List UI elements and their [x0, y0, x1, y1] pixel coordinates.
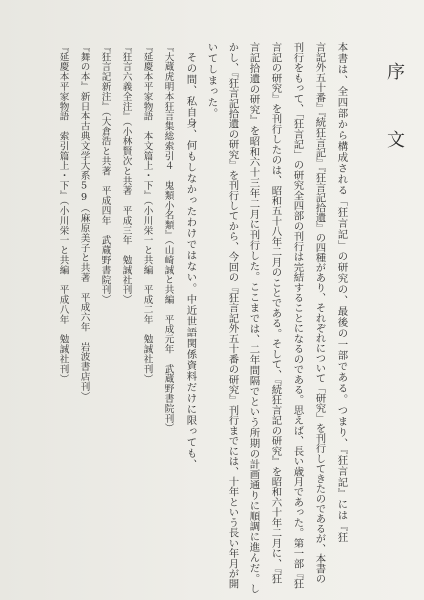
bibliography-detail: （小林賢次と共著 平成三年 勉誠社刊）: [120, 121, 132, 305]
paragraph-line-6: かし、『狂言記拾遺の研究』を刊行してから、今回の『狂言記外五十番の研究』刊行までには、十年という長い年月が開: [226, 42, 239, 589]
bibliography-detail: （麻原美子と共著 平成六年 岩波書店刊）: [78, 203, 90, 402]
bibliography-item: [100, 42, 110, 305]
bibliography-item: [142, 42, 152, 384]
bibliography-item: [121, 42, 131, 305]
bibliography-detail: （大倉浩と共著 平成四年 武蔵野書院刊）: [99, 111, 111, 305]
paragraph-line-1: 本書は、全四部から構成される「狂言記」の研究の、最後の一部である。つまり、『狂言記』には『狂: [335, 42, 348, 543]
paragraph-line-8: その間、私自身、何もしなかったわけではない。中近世語関係資料だけに限っても、: [184, 52, 197, 470]
bibliography-title: 『大蔵虎明本狂言集総索引４ 鬼類小名類』: [162, 42, 174, 240]
bibliography-title: 『狂言六義全注』: [120, 42, 132, 122]
paragraph-line-2: 言記外五十番』『続狂言記』『狂言記拾遺』の四種があり、それぞれについて「研究」を刊行してきたのであるが、本書の: [313, 42, 326, 584]
paragraph-line-7: いてしまった。: [205, 42, 218, 119]
bibliography-detail: （山崎誠と共編 平成元年 武蔵野書院刊）: [162, 240, 174, 434]
bibliography-item: [79, 42, 89, 401]
bibliography-title: 『延慶本平家物語 索引篇上・下』: [57, 42, 69, 201]
bibliography-title: 『狂言記新注』: [99, 42, 111, 112]
paragraph-line-3: 刊行をもって、「狂言記」の研究全四部の刊行は完結することになるのである。思えば、長い歳月であった。第一部『狂: [291, 42, 304, 589]
page-title-char-1: 序: [387, 62, 405, 83]
bibliography-item: [163, 42, 173, 433]
paragraph-line-4: 言記の研究』を刊行したのは、昭和五十八年二月のことである。そして、『続狂言記の研究』を昭和六十年二月に、『狂: [269, 42, 282, 584]
bibliography-detail: （小川栄一と共編 平成八年 勉誠社刊）: [57, 200, 69, 384]
bibliography-title: 『舞の本』新日本古典文学大系59: [78, 42, 90, 204]
bibliography-detail: （小川栄一と共編 平成二年 勉誠社刊）: [141, 200, 153, 384]
paragraph-line-5: 言記拾遺の研究』を昭和六十三年二月に刊行した。ここまでは、二年間隔でという所期の計画通りに順調に進んだ。し: [247, 42, 260, 594]
bibliography-title: 『延慶本平家物語 本文篇上・下』: [141, 42, 153, 201]
bibliography-item: [58, 42, 68, 384]
page-title-char-2: 文: [387, 130, 405, 151]
